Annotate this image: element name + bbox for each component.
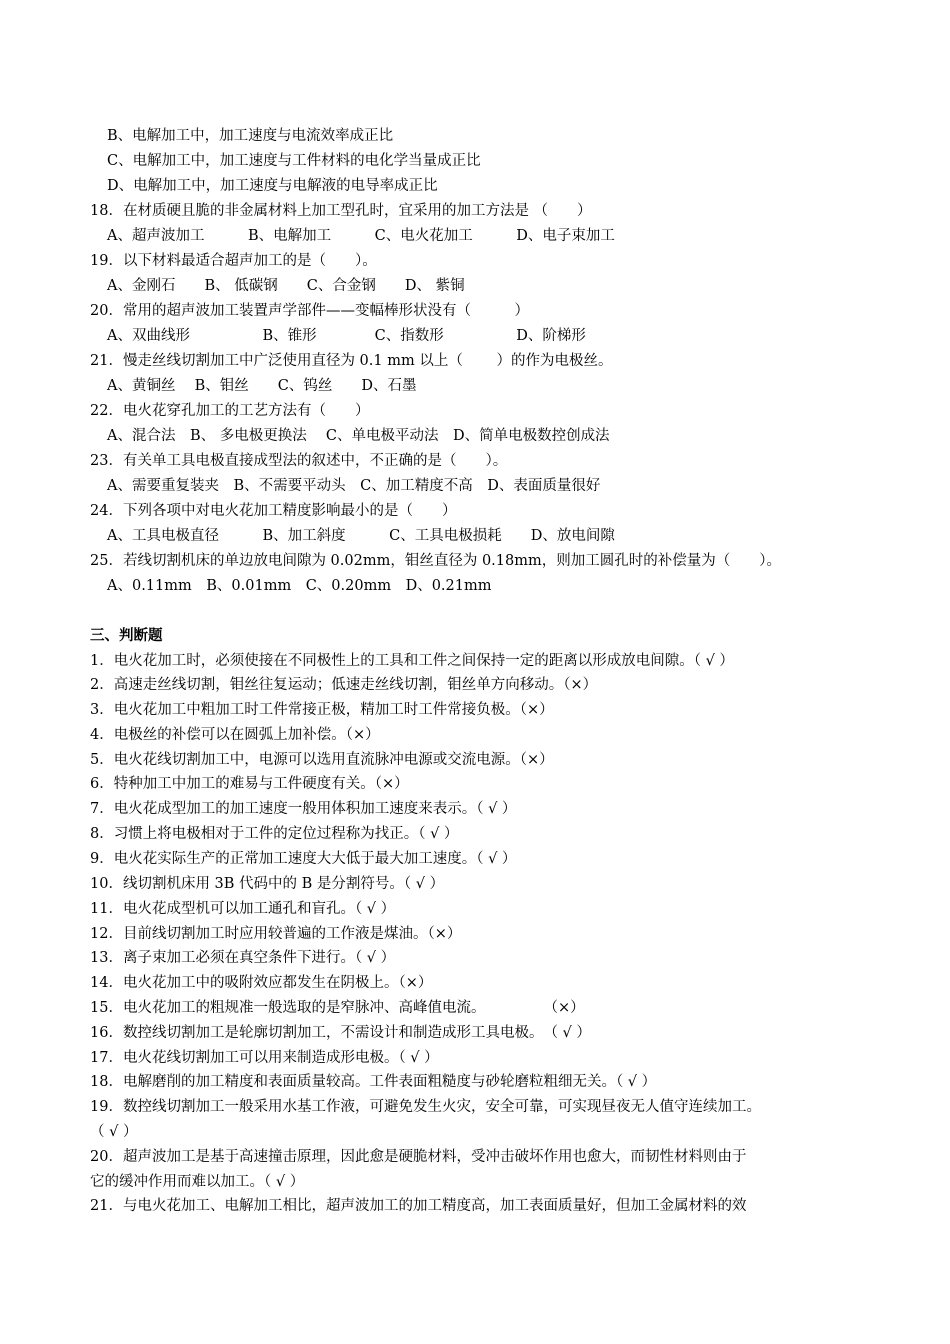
text-line: B、电解加工中，加工速度与电流效率成正比 xyxy=(107,128,394,144)
judgment-line: 5．电火花线切割加工中，电源可以选用直流脉冲电源或交流电源。（×） xyxy=(90,752,554,768)
question-line: 19．以下材料最适合超声加工的是（ ）。 xyxy=(90,253,377,269)
judgment-line: 10．线切割机床用 3B 代码中的 B 是分割符号。（ √ ） xyxy=(90,876,445,892)
options-line: A、工具电极直径 B、加工斜度 C、工具电极损耗 D、放电间隙 xyxy=(107,528,615,544)
options-line: A、混合法 B、 多电极更换法 C、单电极平动法 D、简单电极数控创成法 xyxy=(107,428,610,444)
judgment-continuation: （ √ ） xyxy=(90,1124,138,1140)
judgment-line: 13．离子束加工必须在真空条件下进行。（ √ ） xyxy=(90,950,396,966)
options-line: A、超声波加工 B、电解加工 C、电火花加工 D、电子束加工 xyxy=(107,228,615,244)
text-line: D、电解加工中，加工速度与电解液的电导率成正比 xyxy=(107,178,438,194)
question-line: 23．有关单工具电极直接成型法的叙述中，不正确的是（ ）。 xyxy=(90,453,508,469)
options-line: A、黄铜丝 B、钼丝 C、钨丝 D、石墨 xyxy=(107,378,417,394)
question-line: 25．若线切割机床的单边放电间隙为 0.02mm，钼丝直径为 0.18mm，则加工圆孔时的补偿量为（ ）。 xyxy=(90,553,781,569)
judgment-line: 8．习惯上将电极相对于工件的定位过程称为找正。（ √ ） xyxy=(90,826,459,842)
judgment-line: 18．电解磨削的加工精度和表面质量较高。工件表面粗糙度与砂轮磨粒粗细无关。（ √ ） xyxy=(90,1074,657,1090)
judgment-line: 21．与电火花加工、电解加工相比，超声波加工的加工精度高，加工表面质量好，但加工金属材料的效 xyxy=(90,1198,747,1214)
question-line: 18．在材质硬且脆的非金属材料上加工型孔时，宜采用的加工方法是 （ ） xyxy=(90,203,592,219)
judgment-line: 12．目前线切割加工时应用较普遍的工作液是煤油。（×） xyxy=(90,926,462,942)
question-line: 21．慢走丝线切割加工中广泛使用直径为 0.1 mm 以上（ ）的作为电极丝。 xyxy=(90,353,613,369)
judgment-line: 9．电火花实际生产的正常加工速度大大低于最大加工速度。（ √ ） xyxy=(90,851,517,867)
judgment-line: 3．电火花加工中粗加工时工件常接正极，精加工时工件常接负极。（×） xyxy=(90,702,554,718)
section-heading: 三、判断题 xyxy=(90,627,163,644)
judgment-line: 1．电火花加工时，必须使接在不同极性上的工具和工件之间保持一定的距离以形成放电间隙。（ √ ） xyxy=(90,653,734,669)
judgment-line: 6．特种加工中加工的难易与工件硬度有关。（×） xyxy=(90,776,409,792)
judgment-line: 20．超声波加工是基于高速撞击原理，因此愈是硬脆材料，受冲击破坏作用也愈大，而韧性材料则由于 xyxy=(90,1149,747,1165)
judgment-line: 7．电火花成型加工的加工速度一般用体积加工速度来表示。（ √ ） xyxy=(90,801,517,817)
judgment-line: 14．电火花加工中的吸附效应都发生在阴极上。（×） xyxy=(90,975,433,991)
options-line: A、需要重复装夹 B、不需要平动头 C、加工精度不高 D、表面质量很好 xyxy=(107,478,601,494)
options-line: A、金刚石 B、 低碳钢 C、合金钢 D、 紫铜 xyxy=(107,278,465,294)
judgment-continuation: 它的缓冲作用而难以加工。（ √ ） xyxy=(90,1174,305,1190)
judgment-line: 16．数控线切割加工是轮廓切割加工，不需设计和制造成形工具电极。 （ √ ） xyxy=(90,1025,591,1041)
judgment-line: 11．电火花成型机可以加工通孔和盲孔。（ √ ） xyxy=(90,901,396,917)
judgment-line: 4．电极丝的补偿可以在圆弧上加补偿。（×） xyxy=(90,727,380,743)
judgment-line: 19．数控线切割加工一般采用水基工作液，可避免发生火灾，安全可靠，可实现昼夜无人值守连续加工。 xyxy=(90,1099,761,1115)
judgment-line: 17．电火花线切割加工可以用来制造成形电极。（ √ ） xyxy=(90,1050,439,1066)
judgment-line: 15．电火花加工的粗规准一般选取的是窄脉冲、高峰值电流。 （×） xyxy=(90,1000,585,1016)
question-line: 20．常用的超声波加工装置声学部件——变幅棒形状没有（ ） xyxy=(90,303,529,319)
question-line: 22．电火花穿孔加工的工艺方法有（ ） xyxy=(90,403,370,419)
judgment-line: 2．高速走丝线切割，钼丝往复运动；低速走丝线切割，钼丝单方向移动。（×） xyxy=(90,677,598,693)
text-line: C、电解加工中，加工速度与工件材料的电化学当量成正比 xyxy=(107,153,481,169)
options-line: A、双曲线形 B、锥形 C、指数形 D、阶梯形 xyxy=(107,328,586,344)
question-line: 24．下列各项中对电火花加工精度影响最小的是（ ） xyxy=(90,503,457,519)
options-line: A、0.11mm B、0.01mm C、0.20mm D、0.21mm xyxy=(107,578,492,594)
